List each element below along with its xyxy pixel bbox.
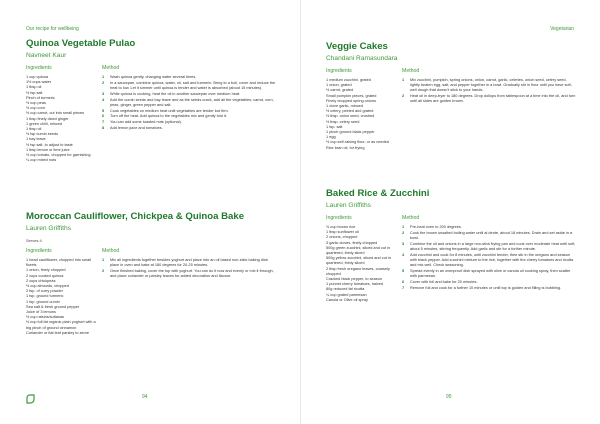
ingredient-item: 3 garlic cloves, finely chopped bbox=[326, 240, 378, 245]
method-heading: Method bbox=[402, 215, 420, 221]
ingredient-item: Canola or Olive oil spray bbox=[326, 297, 368, 302]
ingredients-column bbox=[326, 68, 402, 151]
ingredient-item: 1 onion, grated bbox=[326, 83, 352, 88]
ingredient-item: 1 tbsp lemon or lime juice bbox=[26, 147, 70, 152]
step-number: 5 bbox=[402, 269, 405, 273]
ingredient-item: Small pumpkin pieces, grated bbox=[326, 93, 377, 98]
step-text: Turn off the heat. Add quinoa to the vegetables mix and gently fold it. bbox=[110, 114, 227, 119]
recipe-title: Baked Rice & Zucchini bbox=[326, 188, 430, 199]
step-text: Add the cumin seeds and bay leave and as the seeds crack, add all the vegetables; carrot, corn, peas, ginger, green pepper and salt. bbox=[110, 97, 274, 107]
step-text: Add zucchini and cook for 8 minutes, until zucchini tender, then stir in the oregano and season with black pepper. Add zucchini mixture to the rice, together with the cherry tomatoes and ricotta and mix well. Check seasoning. bbox=[410, 252, 574, 268]
step-number: 1 bbox=[402, 225, 405, 229]
method-step bbox=[402, 94, 576, 104]
recipe-title: Veggie Cakes bbox=[326, 41, 388, 52]
recipe-author: Navneet Kaur bbox=[26, 52, 67, 59]
recipe-moroccan-bake bbox=[26, 211, 276, 336]
method-step bbox=[402, 225, 576, 230]
ingredient-item: ½ tsp salt bbox=[26, 90, 43, 95]
step-number: 2 bbox=[402, 230, 405, 235]
recipe-author: Lauren Griffiths bbox=[26, 225, 71, 232]
ingredient-item: ¾ cup brown rice bbox=[326, 225, 356, 229]
method-column bbox=[102, 248, 276, 336]
step-number: 4 bbox=[402, 252, 405, 257]
recipe-baked-rice-zucchini bbox=[326, 188, 576, 303]
method-step bbox=[102, 114, 276, 119]
step-number: 6 bbox=[102, 114, 105, 119]
ingredient-item: 1 tsp. ground cumin bbox=[26, 299, 60, 304]
leaf-corner-icon bbox=[26, 391, 35, 401]
method-step bbox=[102, 75, 276, 80]
ingredient-item: Coriander or flat leaf parsley to serve bbox=[26, 330, 90, 335]
ingredient-item: 1 clove garlic, minced bbox=[326, 104, 363, 109]
method-steps bbox=[102, 258, 276, 279]
step-text: Cover with foil and bake for 20 minutes. bbox=[410, 280, 478, 284]
method-step bbox=[102, 126, 276, 131]
step-number: 3 bbox=[102, 91, 105, 96]
ingredient-item: Pinch of turmeric bbox=[26, 95, 55, 100]
step-number: 5 bbox=[102, 108, 105, 113]
page-number: 95 bbox=[446, 394, 452, 400]
recipe-columns bbox=[26, 65, 276, 163]
ingredient-item: 1 bay leave bbox=[26, 137, 46, 142]
ingredient-item: ½ tbsp. onion seed, crushed bbox=[326, 114, 375, 119]
ingredient-item: Juice of 3 lemons bbox=[26, 310, 56, 315]
ingredient-item: ½ cup tomato, chopped for garnishing bbox=[26, 153, 91, 158]
ingredient-list bbox=[326, 225, 398, 303]
step-number: 1 bbox=[402, 78, 405, 82]
ingredient-item: 2 tsp. of curry powder bbox=[26, 289, 63, 294]
ingredient-item: ½ celery, peeled and grated bbox=[326, 109, 374, 114]
step-text: Add lemon juice and tomatoes. bbox=[110, 125, 163, 130]
ingredient-item: Cracked black pepper, to season bbox=[326, 277, 382, 282]
ingredients-heading: Ingredients bbox=[326, 68, 352, 74]
method-step bbox=[402, 78, 576, 94]
ingredient-item: 1½ cups water bbox=[26, 80, 51, 85]
method-steps bbox=[402, 225, 576, 291]
ingredient-item: 1 tsp. salt bbox=[326, 124, 343, 129]
method-step bbox=[102, 109, 276, 114]
ingredient-item: Finely chopped spring onions bbox=[326, 98, 377, 103]
recipe-veggie-cakes bbox=[326, 41, 576, 151]
method-step bbox=[102, 81, 276, 91]
ingredient-item: ½ carrot, grated bbox=[326, 88, 354, 93]
ingredient-item: 1 tsp. ground turmeric bbox=[26, 294, 64, 299]
recipe-columns bbox=[26, 248, 276, 336]
recipe-title: Moroccan Cauliflower, Chickpea & Quinoa Bake bbox=[26, 211, 245, 222]
ingredient-item: Rice bran oil, for frying bbox=[326, 145, 365, 150]
ingredient-item: 2 onions, chopped bbox=[326, 235, 358, 240]
step-text: Combine the oil and onions in a large non-stick frying pan and cook over moderate heat until soft, about 5 minutes, stirring frequently. Add garlic and stir for a further minute. bbox=[410, 241, 576, 251]
step-text: Spread evenly in an ovenproof dish sprayed with olive or canola oil cooking spray, then scatter with parmesan. bbox=[410, 269, 571, 279]
step-number: 2 bbox=[402, 94, 405, 99]
ingredients-column bbox=[326, 215, 402, 303]
ingredient-item: 1 tbsp oil bbox=[26, 127, 42, 132]
step-text: You can add some toasted nuts (optional). bbox=[110, 120, 182, 125]
ingredient-item: 80g reduced fat ricotta bbox=[326, 287, 365, 292]
recipe-quinoa-pulao bbox=[26, 38, 276, 163]
method-column bbox=[102, 65, 276, 163]
step-number: 2 bbox=[102, 269, 105, 273]
ingredient-item: 1 punnet cherry tomatoes, halved bbox=[326, 282, 384, 287]
ingredient-item: 500g green zucchini, sliced and cut in quartered, thinly sliced bbox=[326, 245, 391, 256]
ingredient-item: 1 head cauliflower, chopped into small florets bbox=[26, 258, 91, 268]
step-number: 7 bbox=[102, 120, 105, 125]
method-step bbox=[402, 242, 576, 252]
recipe-columns bbox=[326, 215, 576, 303]
ingredient-item: 1 cup quinoa bbox=[26, 75, 49, 79]
ingredient-item: ¼ cup mixed nuts bbox=[26, 158, 57, 163]
ingredient-item: ½ tsp salt, to adjust to taste bbox=[26, 142, 73, 147]
step-text: Mix all ingredients together besides yoghurt and place into an oil based non-stick baking dish place in oven and bake at 180 degrees for 20-25 minutes. bbox=[110, 258, 268, 268]
step-number: 2 bbox=[102, 80, 105, 85]
ingredient-item: Sea salt & fresh ground pepper bbox=[26, 304, 80, 309]
ingredient-item: 1 tbsp sunflower oil bbox=[326, 230, 359, 235]
recipe-title: Quinoa Vegetable Pulao bbox=[26, 38, 136, 49]
step-text: Heat oil in deep-fryer to 180 degrees. Drop dollops from tablespoon at a time into the oil, and turn until all sides are golden brown. bbox=[410, 94, 576, 104]
ingredient-item: 2 cups cooked quinoa bbox=[26, 273, 64, 278]
step-text: Wash quinoa gently, changing water several times. bbox=[110, 75, 197, 79]
method-step bbox=[102, 98, 276, 108]
recipe-author: Lauren Griffiths bbox=[326, 202, 371, 209]
step-number: 7 bbox=[402, 285, 405, 290]
recipe-author: Chandani Ramasundara bbox=[326, 55, 398, 62]
ingredients-heading: Ingredients bbox=[26, 248, 52, 254]
ingredient-item: 2 cups chickpeas bbox=[26, 278, 56, 283]
step-number: 4 bbox=[102, 97, 105, 102]
right-page bbox=[300, 0, 600, 424]
step-number: 6 bbox=[402, 280, 405, 284]
recipe-columns bbox=[326, 68, 576, 151]
ingredient-item: 1 tbsp oil bbox=[26, 85, 42, 90]
step-text: Mix zucchini, pumpkin, spring onions, onion, carrot, garlic, celeries, onion seed, celery seed, lightly beaten egg, salt, and pepper together in a bowl. Gradually stir in flour until you have soft, well dough that doesn't stick to your hands. bbox=[410, 78, 572, 93]
step-number: 1 bbox=[102, 75, 105, 79]
ingredient-list bbox=[326, 78, 398, 151]
ingredient-item: 1 pinch ground black pepper bbox=[326, 130, 375, 135]
ingredients-heading: Ingredients bbox=[26, 65, 52, 71]
running-head: Vegetarian bbox=[550, 26, 574, 32]
ingredients-heading: Ingredients bbox=[326, 215, 352, 221]
step-number: 8 bbox=[102, 125, 105, 130]
ingredient-item: 2 tbsp fresh oregano leaves, coarsely chopped bbox=[326, 266, 390, 276]
method-heading: Method bbox=[102, 65, 120, 71]
step-text: Pre-heat oven to 200 degrees. bbox=[410, 225, 462, 229]
method-step bbox=[102, 258, 276, 268]
ingredient-item: ½ cup carrot, cut into small pieces bbox=[26, 111, 85, 116]
method-column bbox=[402, 68, 576, 151]
method-step bbox=[402, 231, 576, 241]
method-step bbox=[402, 280, 576, 285]
method-step bbox=[402, 286, 576, 291]
ingredient-item: 1 medium zucchini, grated bbox=[326, 78, 371, 82]
running-head: Our recipe for wellbeing bbox=[26, 26, 79, 32]
method-heading: Method bbox=[402, 68, 420, 74]
ingredient-item: ½ cup almonds, chopped bbox=[26, 284, 69, 289]
ingredient-item: ½ tbsp. celery seed bbox=[326, 119, 360, 124]
step-text: Cook vegetables on medium heat until vegetables are tender but firm. bbox=[110, 108, 229, 113]
ingredients-column bbox=[26, 65, 102, 163]
method-step bbox=[102, 269, 276, 279]
ingredient-list bbox=[26, 258, 98, 336]
step-number: 3 bbox=[402, 241, 405, 246]
method-column bbox=[402, 215, 576, 303]
serves-note: Serves 4 bbox=[26, 238, 42, 243]
method-steps bbox=[402, 78, 576, 105]
page-number: 94 bbox=[142, 394, 148, 400]
ingredient-item: ½ tsp cumin seeds bbox=[26, 132, 59, 137]
ingredient-item: 1 egg bbox=[326, 135, 336, 140]
ingredient-list bbox=[26, 75, 98, 163]
ingredient-item: 1 onion, finely chopped bbox=[26, 268, 66, 273]
ingredients-column bbox=[26, 248, 102, 336]
method-step bbox=[102, 92, 276, 97]
step-text: Remove foil and cook for a further 10 minutes or until top is golden and filling is bubbling. bbox=[410, 285, 562, 290]
method-steps bbox=[102, 75, 276, 131]
ingredient-item: ½ cup raisins/sultanas bbox=[26, 315, 65, 320]
method-heading: Method bbox=[102, 248, 120, 254]
step-text: While quinoa is cooking, heat the oil in another saucepan over medium heat. bbox=[110, 91, 241, 96]
ingredient-item: ½ cup self-raising flour, or as needed bbox=[326, 140, 390, 145]
ingredient-item: 1 tbsp finely diced ginger bbox=[26, 116, 69, 121]
method-step bbox=[402, 269, 576, 279]
ingredient-item: ½ cup peas bbox=[26, 101, 46, 106]
method-step bbox=[102, 120, 276, 125]
ingredient-item: ½ cup full fat organic plain yoghurt with a big pinch of ground cinnamon bbox=[26, 320, 96, 330]
step-text: In a saucepan, combine quinoa, water, oil, salt and turmeric. Bring to a boil, cover and reduce the heat to low. Let it simmer until quinoa is tender and water is absorbed (about 15 minutes). bbox=[110, 80, 276, 90]
ingredient-item: 500g yellow zucchini, sliced and cut in quartered, thinly sliced bbox=[326, 256, 391, 266]
ingredient-item: ¼ cup grated parmesan bbox=[326, 292, 367, 297]
step-text: Once finished baking, cover the top with yoghurt. You can do it now and evenly or mix it through, and place coriander or parsley leaves for added decoration and flavour. bbox=[110, 269, 274, 279]
step-number: 1 bbox=[102, 258, 105, 262]
ingredient-item: ½ cup corn bbox=[26, 106, 46, 111]
step-text: Cook the brown unsalted boiling water until al dente, about 18 minutes. Drain and set aside in a bowl. bbox=[410, 230, 573, 240]
ingredient-item: 1 green chilli, minced bbox=[26, 121, 63, 126]
method-step bbox=[402, 253, 576, 269]
